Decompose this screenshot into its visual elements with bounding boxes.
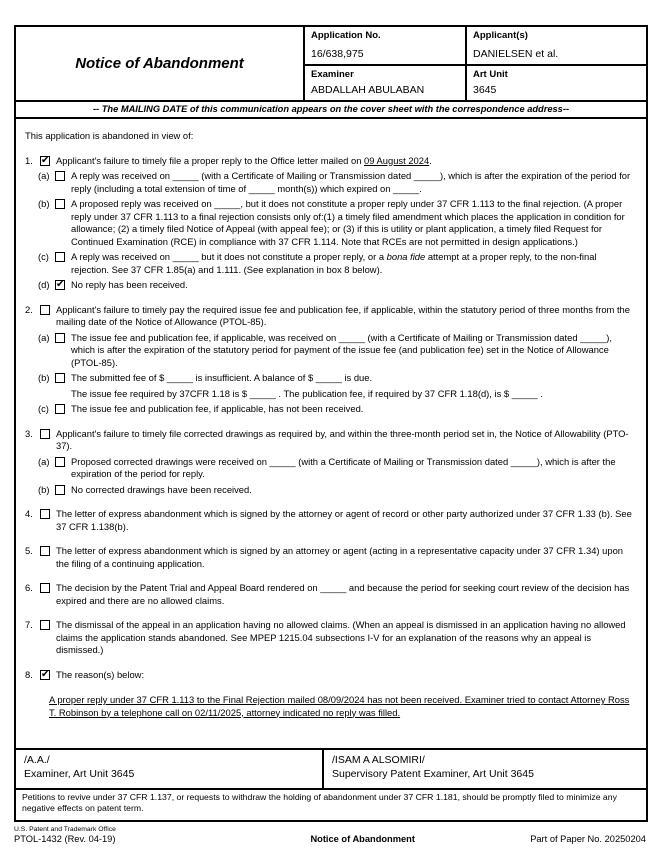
- form-item-3: [25, 428, 637, 453]
- petitions-note: Petitions to revive under 37 CFR 1.137, or requests to withdraw the holding of abandonment under 37 CFR 1.181, should be promptly filed to minimize any negative effects on patent term.: [16, 788, 646, 820]
- applicants-value: DANIELSEN et al.: [473, 47, 559, 60]
- form-item-2c: [38, 403, 637, 416]
- item-text: Applicant's failure to timely file corrected drawings as required by, and within the three-month period set in, the Notice of Allowability (PTO-37).: [56, 427, 629, 451]
- item-number: 1.: [25, 154, 33, 166]
- form-item-1b: [38, 198, 637, 248]
- item-number: 8.: [25, 668, 33, 680]
- item-text: The decision by the Patent Trial and Appeal Board rendered on _____ and because the period for seeking court review of the decision has expired and there are no allowed claims.: [56, 582, 630, 606]
- form-item-7: [25, 619, 637, 657]
- item-number: 6.: [25, 582, 33, 593]
- item-number: 2.: [25, 303, 33, 315]
- form-title-cell: [16, 27, 305, 100]
- item-text-segment: .: [429, 154, 432, 166]
- item-number: 5.: [25, 545, 33, 556]
- item-text: Applicant's failure to timely pay the required issue fee and publication fee, if applicable, within the statutory period of three months from the mailing date of the Notice of Allowance (PTOL-85).: [56, 303, 630, 327]
- checkbox: [40, 620, 50, 630]
- application-no-label: Application No.: [311, 30, 381, 41]
- item-text: Proposed corrected drawings were received on _____ (with a Certificate of Mailing or Transmission dated _____), which is after the expiration of the period for reply.: [71, 455, 616, 479]
- checkbox: [55, 171, 65, 181]
- item-text: [71, 251, 637, 276]
- item-text: The issue fee and publication fee, if applicable, was received on _____ (with a Certificate of Mailing or Transmission dated _____), which is after the expiration of the statutory period for payment of the issue fee (and publication fee) set in the Notice of Allowance (PTOL-85).: [71, 331, 612, 368]
- signature-block: [16, 748, 646, 787]
- item-text-segment: A reply was received on _____ but it does not constitute a proper reply, or a: [71, 251, 387, 262]
- application-no-cell: [305, 27, 465, 64]
- form-item-1c: [38, 251, 637, 276]
- footer-form-number: PTOL-1432 (Rev. 04-19): [14, 834, 116, 844]
- sub-item-label: (b): [38, 198, 50, 209]
- checkbox: [55, 404, 65, 414]
- header-table: [16, 27, 646, 102]
- checkbox: [55, 199, 65, 209]
- art-unit-cell: [465, 64, 646, 101]
- sub-item-label: (b): [38, 372, 50, 383]
- item-text-segment: Applicant's failure to timely file a proper reply to the Office letter mailed on: [56, 154, 365, 166]
- item-text: [71, 372, 637, 400]
- form-item-5: [25, 545, 637, 570]
- checkbox: [55, 373, 65, 383]
- item-text: The issue fee and publication fee, if applicable, has not been received.: [71, 403, 364, 414]
- item-number: 4.: [25, 508, 33, 519]
- footer-document-name: Notice of Abandonment: [310, 834, 415, 844]
- sub-item-label: (d): [38, 279, 50, 290]
- form-item-3b: [38, 484, 637, 497]
- art-unit-label: Art Unit: [473, 68, 508, 80]
- sub-item-label: (c): [38, 251, 49, 262]
- item-text: The letter of express abandonment which is signed by the attorney or agent of record or other party authorized under 37 CFR 1.33 (b). See 37 CFR 1.138(b).: [56, 508, 632, 532]
- examiner-label: Examiner: [311, 68, 354, 80]
- applicants-cell: [465, 27, 646, 64]
- form-item-2: [25, 304, 637, 329]
- footer-left: [14, 826, 268, 844]
- item-text: No reply has been received.: [71, 279, 188, 290]
- sub-item-label: (a): [38, 455, 50, 467]
- supervisor-title: Supervisory Patent Examiner, Art Unit 3645: [332, 768, 534, 781]
- document-border-box: [14, 25, 648, 822]
- examiner-value: ABDALLAH ABULABAN: [311, 84, 425, 96]
- checkbox: [55, 457, 65, 467]
- examiner-cell: [305, 64, 465, 101]
- form-item-6: [25, 582, 637, 607]
- checkbox: [40, 583, 50, 593]
- form-title: Notice of Abandonment: [75, 55, 244, 72]
- footer-paper-number: Part of Paper No. 20250204: [530, 834, 646, 844]
- item-text: The dismissal of the appeal in an application having no allowed claims. (When an appeal is dismissed in an application having no allowed claims the application stands abandoned. See MPEP 1215.04 subsections I-V for an explanation of the reasons why an appeal is dismissed.): [56, 619, 626, 655]
- examiner-signature-cell: [16, 750, 322, 787]
- checkbox: [40, 546, 50, 556]
- item-number: 7.: [25, 619, 33, 630]
- form-item-1: [25, 155, 637, 168]
- sub-item-label: (c): [38, 403, 49, 414]
- examiner-signature: /A.A./: [24, 754, 50, 767]
- checkbox: [40, 156, 50, 166]
- form-item-8: [25, 669, 637, 682]
- supervisor-signature-cell: [322, 750, 646, 787]
- form-item-3a: [38, 456, 637, 481]
- supervisor-signature: /ISAM A ALSOMIRI/: [332, 754, 425, 767]
- item-text: A proposed reply was received on _____, but it does not constitute a proper reply under 37 CFR 1.113 to the final rejection. (A proper reply under 37 CFR 1.113 to a final rejection consists only of:(1) a timely filed amendment which places the application in condition for allowance; (2) a timely filed Notice of Appeal (with appeal fee); or (3) if this is utility or plant application, a timely filed Request for Continued Examination (RCE) in compliance with 37 CFR 1.114. Note that RCEs are not permitted in design applications.): [71, 198, 625, 247]
- applicants-label: Applicant(s): [473, 30, 528, 41]
- sub-item-label: (b): [38, 483, 50, 495]
- underlined-date: 09 August 2024: [364, 154, 430, 166]
- form-body: [16, 119, 646, 748]
- form-item-2a: [38, 332, 637, 370]
- checkbox: [40, 305, 50, 315]
- item-text-line2: The issue fee required by 37CFR 1.18 is $ _____ . The publication fee, if required by 37 CFR 1.18(d), is $ _____ .: [71, 387, 543, 399]
- art-unit-value: 3645: [473, 84, 497, 96]
- checkbox: [55, 333, 65, 343]
- item-text: The reason(s) below:: [56, 668, 145, 680]
- item-text: No corrected drawings have been received.: [71, 483, 252, 495]
- sub-item-label: (a): [38, 331, 50, 343]
- checkbox: [40, 509, 50, 519]
- checkbox: [55, 280, 65, 290]
- checkbox: [55, 252, 65, 262]
- form-item-1d: [38, 279, 637, 292]
- item-text-segment: The submitted fee of $ _____ is insufficient. A balance of $ _____ is due.: [71, 372, 373, 383]
- item-text: [56, 155, 637, 168]
- form-item-2b: [38, 372, 637, 400]
- intro-text: This application is abandoned in view of:: [25, 130, 194, 141]
- italic-phrase: bona fide: [386, 251, 426, 262]
- footer-office: U.S. Patent and Trademark Office: [14, 826, 116, 833]
- item-number: 3.: [25, 427, 33, 439]
- form-item-4: [25, 508, 637, 533]
- item-text: A reply was received on _____ (with a Certificate of Mailing or Transmission dated _____), which is after the expiration of the period for reply (including a total extension of time of _____ month(s)) which expired on _____.: [71, 170, 631, 194]
- form-item-1a: [38, 170, 637, 195]
- page-footer: [14, 826, 648, 844]
- sub-item-label: (a): [38, 170, 50, 181]
- examiner-title: Examiner, Art Unit 3645: [24, 768, 135, 781]
- reason-text: A proper reply under 37 CFR 1.113 to the Final Rejection mailed 08/09/2024 has not been received. Examiner tried to contact Attorney Ross T. Robinson by a telephone call on 02/11/2025, attorney indicated no reply was filled.: [49, 694, 630, 718]
- checkbox: [40, 670, 50, 680]
- mailing-date-banner: -- The MAILING DATE of this communication appears on the cover sheet with the correspondence address--: [16, 102, 646, 119]
- item-text-segment: attempt at a proper reply, to the non-final rejection. See 37 CFR 1.85(a) and 1.111. (See explanation in box 8 below).: [71, 251, 597, 275]
- application-no-value: 16/638,975: [311, 47, 364, 60]
- checkbox: [55, 485, 65, 495]
- checkbox: [40, 429, 50, 439]
- item-text: The letter of express abandonment which is signed by an attorney or agent (acting in a representative capacity under 37 CFR 1.34) upon the filing of a continuing application.: [56, 545, 623, 569]
